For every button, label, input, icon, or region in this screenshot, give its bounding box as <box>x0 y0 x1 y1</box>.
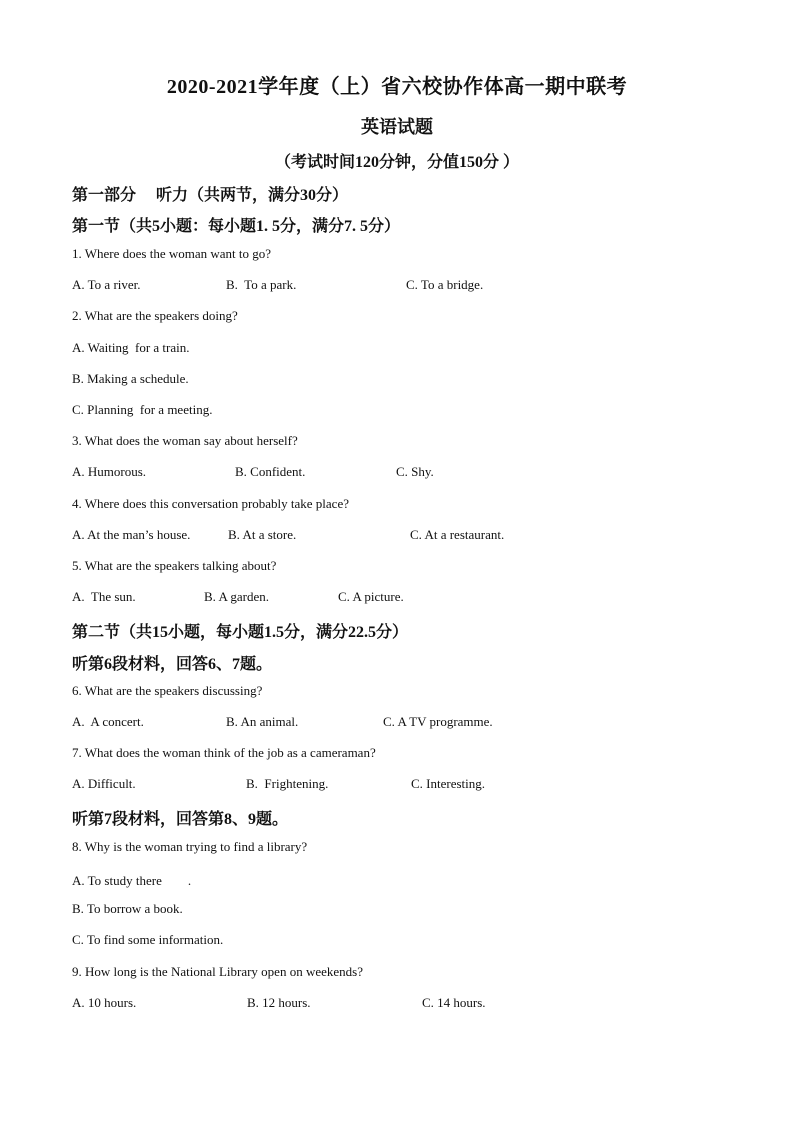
exam-time-info: （考试时间120分钟，分值150分 ） <box>274 154 519 171</box>
part1-heading: 第一部分 听力（共两节，满分30分） <box>72 187 349 204</box>
question-option: C. To find some information. <box>72 932 224 947</box>
question-stem: 4. Where does this conversation probably take place? <box>72 496 349 511</box>
question-option: B. To a park. <box>226 277 297 292</box>
question-option: C. At a restaurant. <box>410 527 505 542</box>
question-stem: 2. What are the speakers doing? <box>72 308 238 323</box>
question-option: C. Shy. <box>396 464 434 479</box>
question-option: C. To a bridge. <box>406 277 484 292</box>
question-stem: 7. What does the woman think of the job as a cameraman? <box>72 745 376 760</box>
question-option: C. Planning for a meeting. <box>72 402 213 417</box>
question-stem: 8. Why is the woman trying to find a library? <box>72 839 308 854</box>
question-option: A. Difficult. <box>72 776 136 791</box>
question-option: A. The sun. <box>72 589 136 604</box>
question-option: B. At a store. <box>228 527 297 542</box>
question-option: B. A garden. <box>204 589 269 604</box>
question-option: A. At the man’s house. <box>72 527 191 542</box>
question-option: C. A TV programme. <box>383 714 493 729</box>
question-option: B. To borrow a book. <box>72 901 183 916</box>
question-option: C. 14 hours. <box>422 995 486 1010</box>
question-stem: 1. Where does the woman want to go? <box>72 246 272 261</box>
material-7-heading: 听第7段材料，回答第8、9题。 <box>72 811 289 828</box>
section2-heading: 第二节（共15小题，每小题1.5分，满分22.5分） <box>72 624 409 641</box>
question-option: C. A picture. <box>338 589 404 604</box>
question-option: B. Confident. <box>235 464 306 479</box>
question-option: A. To a river. <box>72 277 141 292</box>
question-option: B. An animal. <box>226 714 299 729</box>
question-option: C. Interesting. <box>411 776 486 791</box>
question-option: B. Making a schedule. <box>72 371 189 386</box>
question-option: A. A concert. <box>72 714 144 729</box>
question-option: A. Waiting for a train. <box>72 340 190 355</box>
material-6-heading: 听第6段材料，回答6、7题。 <box>72 656 273 673</box>
question-option: B. Frightening. <box>246 776 329 791</box>
section1-heading: 第一节（共5小题：每小题1. 5分，满分7. 5分） <box>72 218 401 235</box>
question-option: A. To study there . <box>72 873 192 888</box>
question-stem: 6. What are the speakers discussing? <box>72 683 263 698</box>
question-stem: 3. What does the woman say about herself? <box>72 433 298 448</box>
question-stem: 5. What are the speakers talking about? <box>72 558 277 573</box>
exam-subject: 英语试题 <box>361 117 433 137</box>
exam-title: 2020-2021学年度（上）省六校协作体高一期中联考 <box>166 76 628 98</box>
question-option: A. Humorous. <box>72 464 147 479</box>
question-stem: 9. How long is the National Library open on weekends? <box>72 964 363 979</box>
question-option: A. 10 hours. <box>72 995 137 1010</box>
question-option: B. 12 hours. <box>247 995 311 1010</box>
